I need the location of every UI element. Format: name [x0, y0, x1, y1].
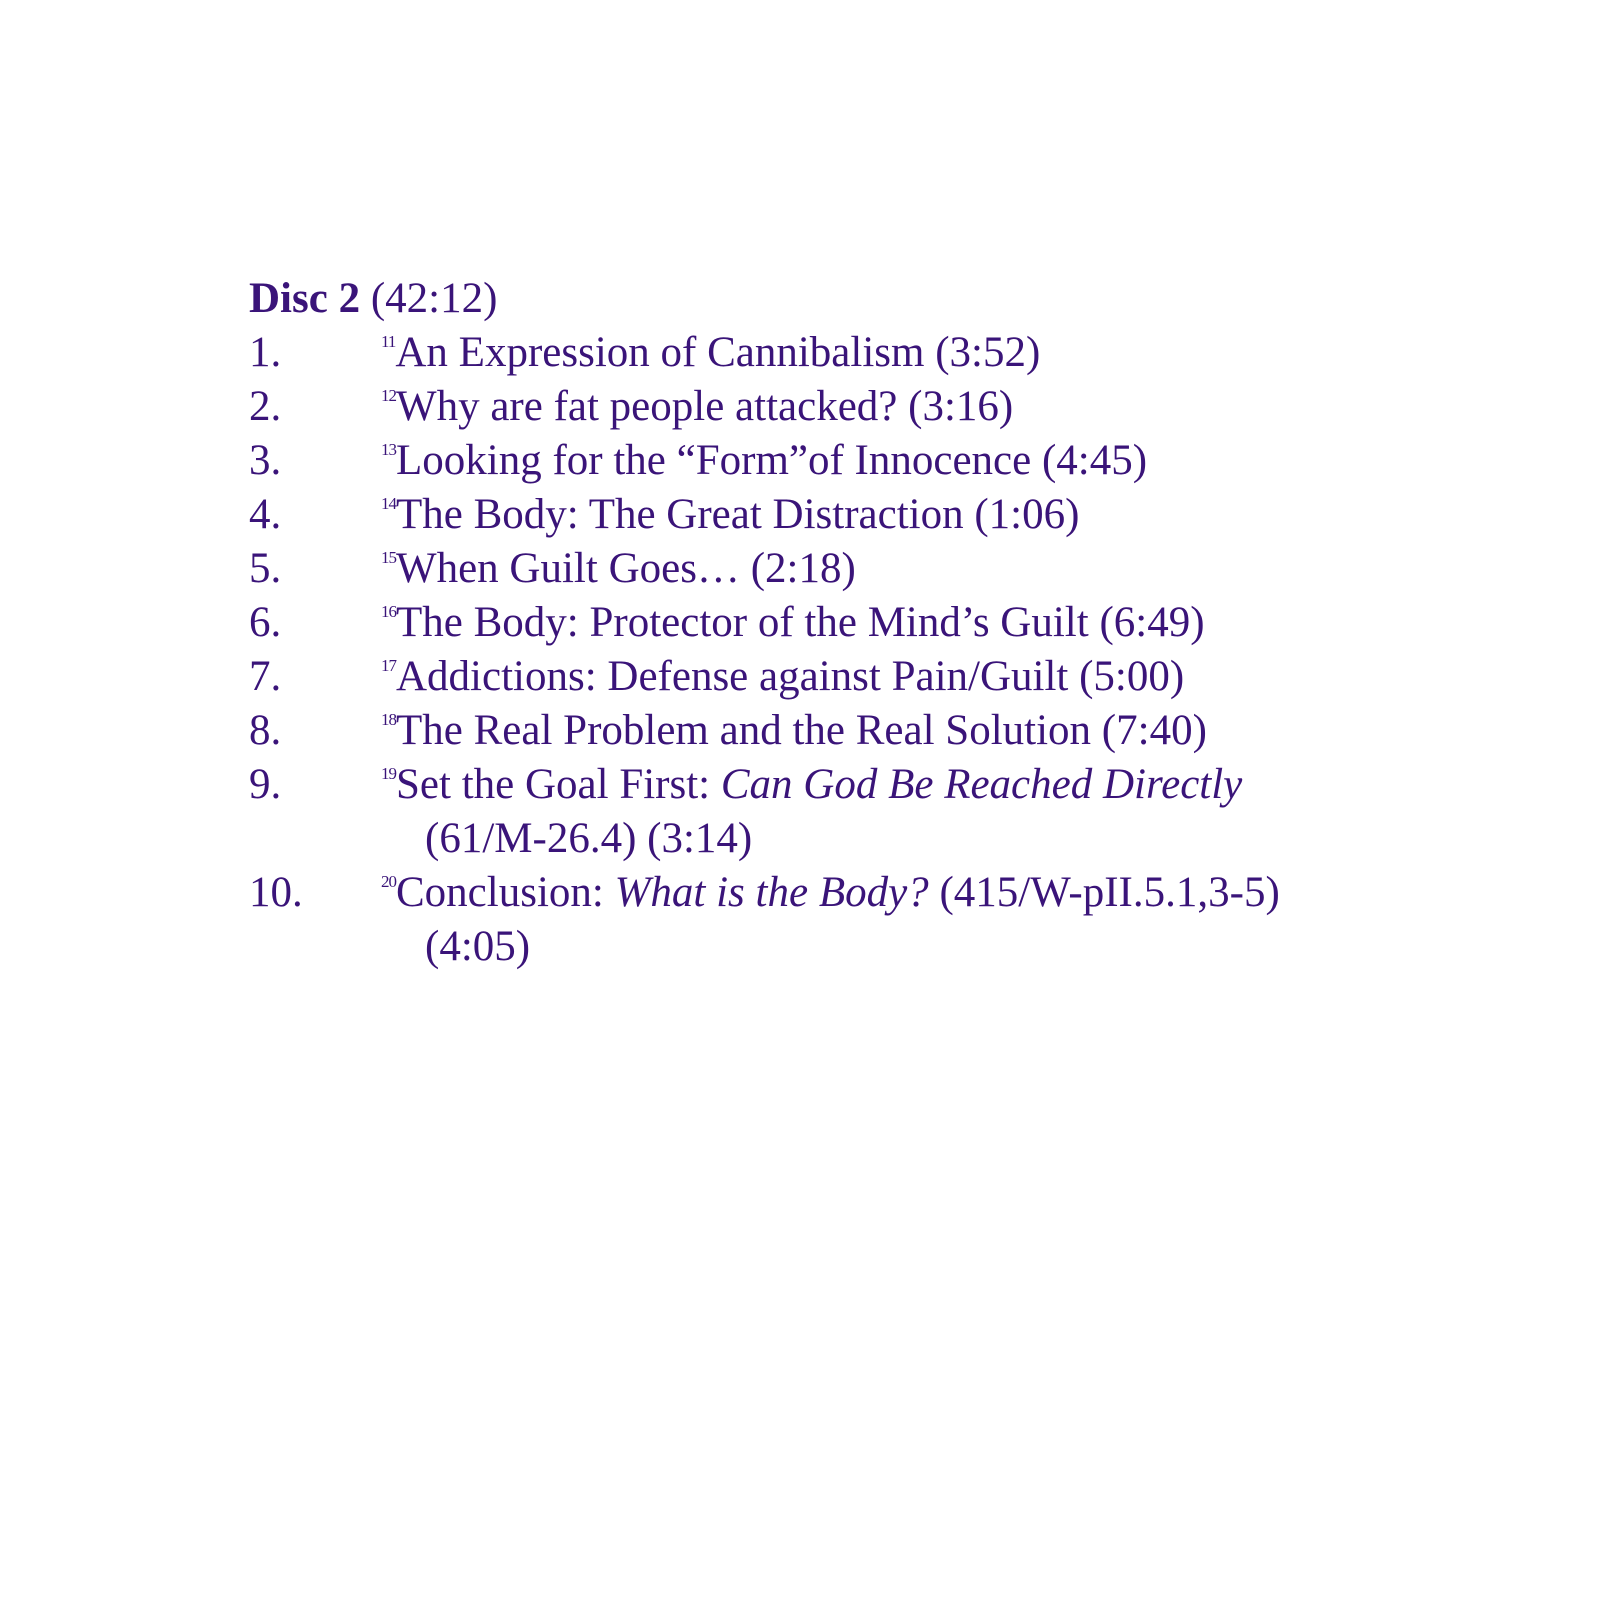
track-duration: (4:45) [1041, 437, 1148, 484]
track-ref: 11 [381, 332, 396, 351]
track-number: 6. [249, 599, 282, 646]
track-citation: (61/M-26.4) [425, 815, 637, 862]
track-ref: 14 [381, 494, 396, 513]
track-ref: 13 [381, 440, 396, 459]
track-citation: (415/W-pII.5.1,3-5) [939, 869, 1280, 916]
track-number: 5. [249, 545, 282, 592]
track-item-4 [249, 488, 1549, 542]
track-item-5 [249, 542, 1549, 596]
track-ref: 12 [381, 386, 396, 405]
track-duration: (3:14) [647, 815, 753, 862]
track-continuation [381, 812, 1549, 866]
disc-heading [249, 272, 1549, 326]
track-number: 9. [249, 761, 282, 808]
track-continuation [381, 920, 1549, 974]
track-duration: (7:40) [1101, 707, 1207, 754]
track-title: When Guilt Goes… [396, 545, 740, 592]
track-item-7 [249, 650, 1549, 704]
track-number: 4. [249, 491, 282, 538]
track-item-1 [249, 326, 1549, 380]
track-title: Addictions: Defense against Pain/Guilt [396, 653, 1069, 700]
track-ref: 18 [381, 710, 396, 729]
track-title: An Expression of Cannibalism [395, 329, 925, 376]
track-item-2 [249, 380, 1549, 434]
track-duration: (3:52) [935, 329, 1041, 376]
disc-label: Disc 2 [249, 275, 361, 322]
track-duration: (2:18) [750, 545, 856, 592]
track-number: 10. [249, 869, 303, 916]
track-number: 3. [249, 437, 282, 484]
track-item-3 [249, 434, 1549, 488]
track-ref: 19 [381, 764, 396, 783]
track-number: 2. [249, 383, 282, 430]
track-ref: 17 [381, 656, 396, 675]
track-duration: (6:49) [1099, 599, 1205, 646]
track-title: Set the Goal First: [396, 761, 711, 808]
track-duration: (4:05) [425, 923, 531, 970]
track-number: 7. [249, 653, 282, 700]
disc-duration: (42:12) [370, 275, 498, 322]
track-duration: (3:16) [908, 383, 1014, 430]
track-ref: 15 [381, 548, 396, 567]
track-ref: 20 [381, 872, 396, 891]
track-title: The Real Problem and the Real Solution [396, 707, 1092, 754]
track-listing [249, 272, 1549, 974]
track-item-8 [249, 704, 1549, 758]
track-title: Why are fat people attacked? [396, 383, 898, 430]
track-title: Conclusion: [396, 869, 604, 916]
track-italic-title: Can God Be Reached Directly [720, 761, 1243, 808]
track-duration: (1:06) [974, 491, 1080, 538]
track-number: 8. [249, 707, 282, 754]
track-duration: (5:00) [1079, 653, 1185, 700]
track-item-10 [249, 866, 1549, 974]
track-italic-title: What is the Body? [614, 869, 929, 916]
track-title: The Body: The Great Distraction [396, 491, 964, 538]
track-title: The Body: Protector of the Mind’s Guilt [396, 599, 1089, 646]
track-title: Looking for the “Form”of Innocence [396, 437, 1032, 484]
track-number: 1. [249, 329, 282, 376]
track-ref: 16 [381, 602, 396, 621]
track-item-9 [249, 758, 1549, 866]
track-item-6 [249, 596, 1549, 650]
